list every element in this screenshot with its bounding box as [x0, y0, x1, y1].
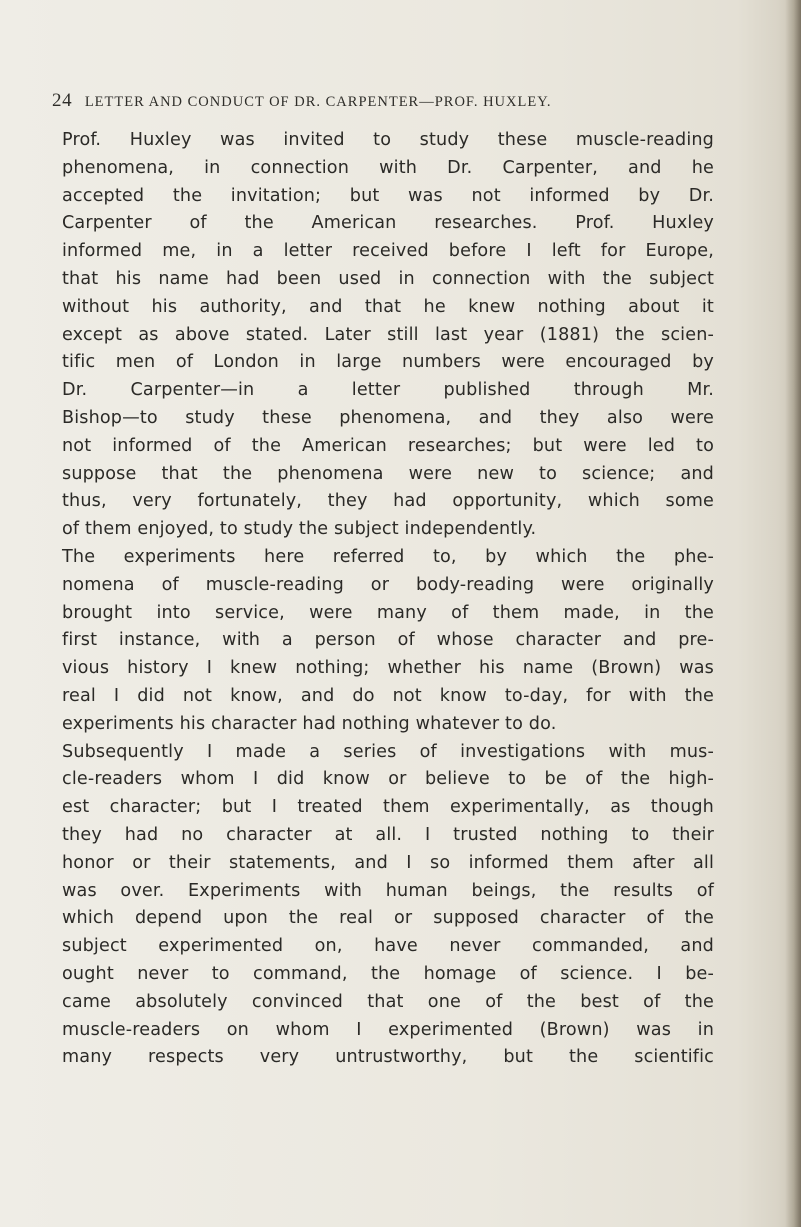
text-line: they had no character at all. I trusted nothing to their: [62, 824, 714, 845]
text-line: vious history I knew nothing; whether his name (Brown) was: [62, 658, 714, 679]
text-line: The experiments here referred to, by which the phe-: [62, 546, 714, 567]
page-header: [52, 90, 752, 112]
text-line: cle-readers whom I did know or believe to be of the high-: [62, 769, 714, 790]
text-line: nomena of muscle-reading or body-reading were originally: [62, 574, 714, 595]
text-line: real I did not know, and do not know to-day, for with the: [62, 685, 714, 706]
text-line: Prof. Huxley was invited to study these muscle-reading: [62, 130, 714, 150]
text-line: of them enjoyed, to study the subject independently.: [62, 519, 537, 540]
text-line: tific men of London in large numbers were encouraged by: [62, 352, 714, 373]
text-line: except as above stated. Later still last year (1881) the scien-: [62, 324, 714, 345]
text-line: subject experimented on, have never commanded, and: [62, 936, 714, 957]
text-line: experiments his character had nothing whatever to do.: [62, 713, 557, 734]
text-line: thus, very fortunately, they had opportunity, which some: [62, 491, 714, 512]
text-line: ought never to command, the homage of science. I be-: [62, 963, 714, 984]
page-edge-shadow: [785, 0, 801, 1227]
text-line: Bishop—to study these phenomena, and they also were: [62, 407, 714, 428]
text-line: brought into service, were many of them made, in the: [62, 602, 714, 623]
text-line: Carpenter of the American researches. Prof. Huxley: [62, 213, 714, 234]
text-line: muscle-readers on whom I experimented (Brown) was in: [62, 1019, 714, 1040]
running-head: LETTER AND CONDUCT OF DR. CARPENTER—PROF. HUXLEY.: [84, 94, 552, 110]
text-line: came absolutely convinced that one of the best of the: [62, 991, 714, 1012]
text-line: est character; but I treated them experimentally, as though: [62, 797, 714, 818]
text-line: phenomena, in connection with Dr. Carpenter, and he: [62, 157, 714, 178]
text-line: honor or their statements, and I so informed them after all: [62, 852, 714, 873]
body-text: [62, 127, 714, 1072]
text-line: without his authority, and that he knew nothing about it: [62, 296, 714, 317]
text-line: Subsequently I made a series of investigations with mus-: [62, 741, 714, 762]
text-line: which depend upon the real or supposed character of the: [62, 908, 714, 929]
text-line: that his name had been used in connection with the subject: [62, 268, 714, 289]
text-line: suppose that the phenomena were new to science; and: [62, 463, 714, 484]
text-line: first instance, with a person of whose character and pre-: [62, 630, 714, 651]
text-line: not informed of the American researches; but were led to: [62, 435, 714, 456]
text-line: Dr. Carpenter—in a letter published through Mr.: [62, 380, 714, 401]
page-number: 24: [52, 90, 73, 111]
text-line: was over. Experiments with human beings, the results of: [62, 880, 714, 901]
text-line: informed me, in a letter received before I left for Europe,: [62, 241, 714, 262]
text-line: accepted the invitation; but was not informed by Dr.: [62, 185, 714, 206]
text-line: many respects very untrustworthy, but the scientific: [62, 1047, 714, 1068]
